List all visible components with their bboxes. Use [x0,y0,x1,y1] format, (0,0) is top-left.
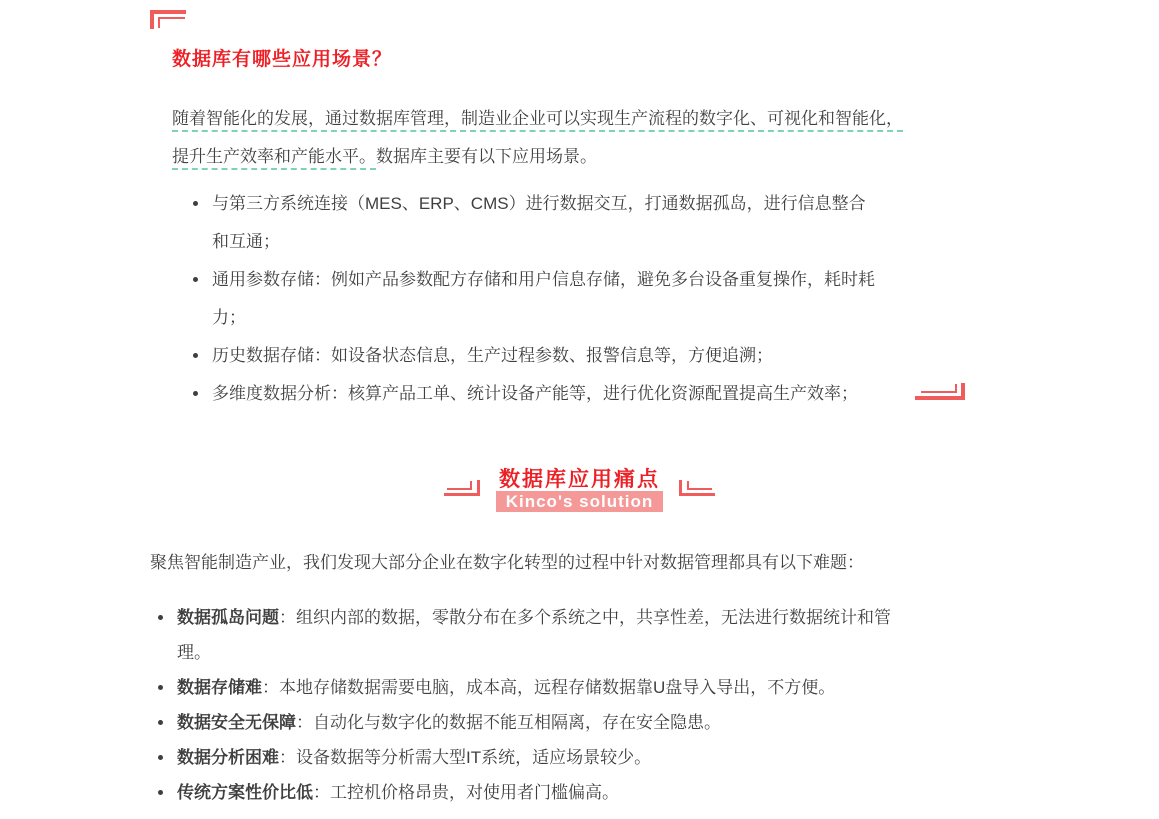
scenarios-intro-paragraph [172,100,972,176]
intro-line1-underlined-text: 随着智能化的发展，通过数据库管理，制造业企业可以实现生产流程的数字化、可视化和智能化， [172,109,903,128]
corner-bracket-bottom-right-icon [915,383,965,400]
pain-title: 数据分析困难 [177,748,279,767]
heading-left-bracket-icon [444,480,480,496]
pain-text: ：自动化与数字化的数据不能互相隔离，存在安全隐患。 [296,713,721,732]
corner-bracket-bottom-right-inner-icon [921,384,957,393]
list-item: • 通用参数存储：例如产品参数配方存储和用户信息存储，避免多台设备重复操作，耗时耗力； [210,261,878,337]
pains-intro-paragraph: 聚焦智能制造产业，我们发现大部分企业在数字化转型的过程中针对数据管理都具有以下难题： [150,553,864,572]
heading-right-bracket-inner-icon [687,481,712,490]
intro-line2-underlined-text: 提升生产效率和产能水平。 [172,147,376,166]
corner-bracket-top-left-inner-icon [158,17,185,28]
pains-list [150,600,895,810]
list-item [175,740,895,775]
section-pain-points [0,512,1159,810]
list-item [175,705,895,740]
pain-text: ：设备数据等分析需大型IT系统，适应场景较少。 [279,748,652,767]
scenarios-heading: 数据库有哪些应用场景？ [172,49,393,70]
heading-right-bracket-icon [679,480,715,496]
pain-title: 数据存储难 [177,678,262,697]
pain-title: 传统方案性价比低 [177,783,313,802]
list-item [175,775,895,810]
kinco-solution-badge: Kinco's solution [496,491,664,512]
corner-bracket-top-left-icon [150,10,186,29]
list-item [175,670,895,705]
pain-text: ：本地存储数据需要电脑，成本高，远程存储数据靠U盘导入导出，不方便。 [262,678,836,697]
list-item: • 与第三方系统连接（MES、ERP、CMS）进行数据交互，打通数据孤岛，进行信息整合和互通； [210,185,878,261]
scenarios-list [172,185,878,413]
intro-line2-plain-text: 数据库主要有以下应用场景。 [376,147,597,166]
list-item: • 历史数据存储：如设备状态信息，生产过程参数、报警信息等，方便追溯； [210,337,878,375]
list-item: • 多维度数据分析：核算产品工单、统计设备产能等，进行优化资源配置提高生产效率； [210,375,878,413]
heading-left-bracket-inner-icon [447,481,472,490]
pains-title-box [496,463,664,512]
list-item [175,600,895,670]
pains-section-header [0,463,1159,512]
pains-title: 数据库应用痛点 [498,468,660,491]
pain-title: 数据安全无保障 [177,713,296,732]
pain-text: ：组织内部的数据，零散分布在多个系统之中，共享性差，无法进行数据统计和管理。 [177,608,891,662]
pain-title: 数据孤岛问题 [177,608,279,627]
pain-text: ：工控机价格昂贵，对使用者门槛偏高。 [313,783,619,802]
